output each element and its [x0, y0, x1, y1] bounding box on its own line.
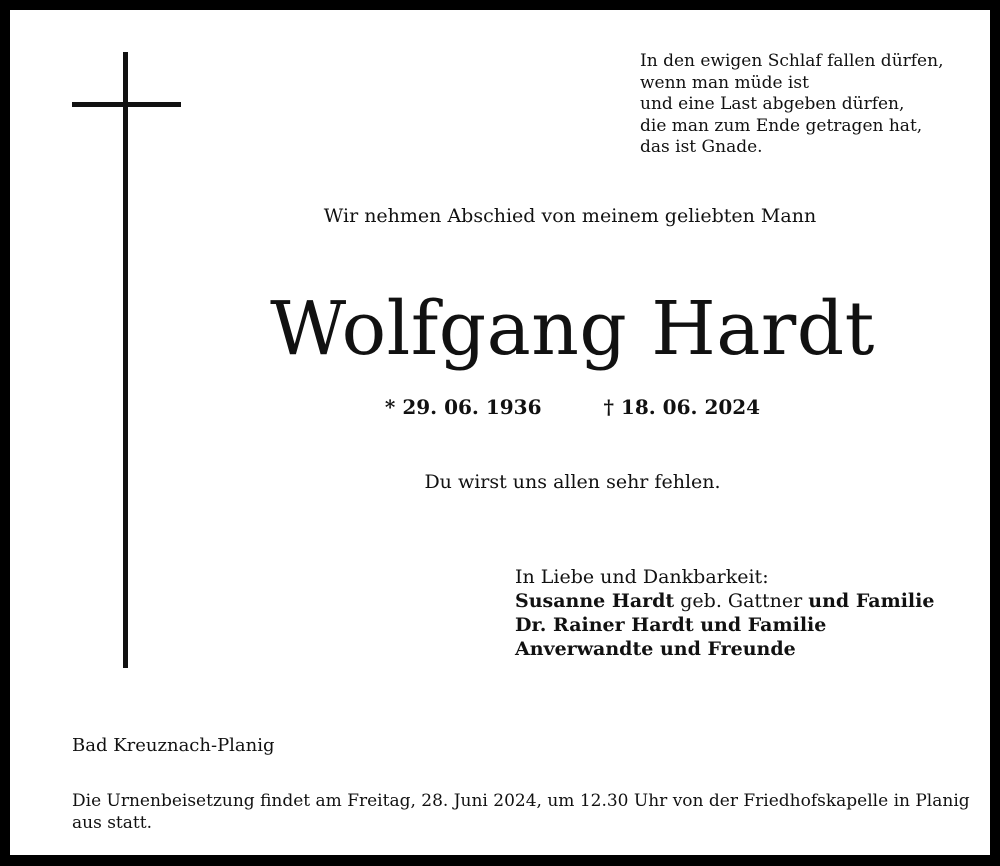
mourner-line [515, 589, 934, 613]
life-dates [10, 395, 990, 419]
closing-text: Du wirst uns allen sehr fehlen. [424, 471, 721, 493]
poem-line: das ist Gnade. [640, 137, 763, 157]
birth-date: * 29. 06. 1936 [384, 395, 542, 419]
mourners-heading: In Liebe und Dankbarkeit: [515, 566, 769, 588]
mourner-maiden-name: geb. Gattner [674, 590, 809, 612]
deceased-name: Wolfgang Hardt [270, 286, 875, 372]
obituary-notice [10, 10, 990, 855]
mourner-suffix: und Familie [808, 590, 935, 612]
poem-verse [640, 51, 943, 159]
intro-text: Wir nehmen Abschied von meinem geliebten Mann [323, 205, 817, 227]
poem-line: die man zum Ende getragen hat, [640, 115, 923, 136]
place-name: Bad Kreuznach-Planig [72, 735, 275, 756]
poem-line: In den ewigen Schlaf fallen dürfen, [640, 51, 944, 71]
funeral-notice [72, 791, 970, 834]
death-date: † 18. 06. 2024 [603, 395, 761, 419]
mourner-line: Dr. Rainer Hardt und Familie [515, 614, 827, 636]
poem-line: wenn man müde ist [640, 72, 809, 93]
cross-horizontal-bar [72, 102, 181, 107]
mourner-line: Anverwandte und Freunde [515, 638, 796, 660]
notice-line: aus statt. [72, 812, 152, 833]
poem-line: und eine Last abgeben dürfen, [640, 94, 905, 114]
notice-line: Die Urnenbeisetzung findet am Freitag, 28. Juni 2024, um 12.30 Uhr von der Friedhofskapelle in Planig [72, 791, 970, 811]
mourner-name: Susanne Hardt [515, 590, 675, 612]
mourners-block [515, 565, 934, 661]
